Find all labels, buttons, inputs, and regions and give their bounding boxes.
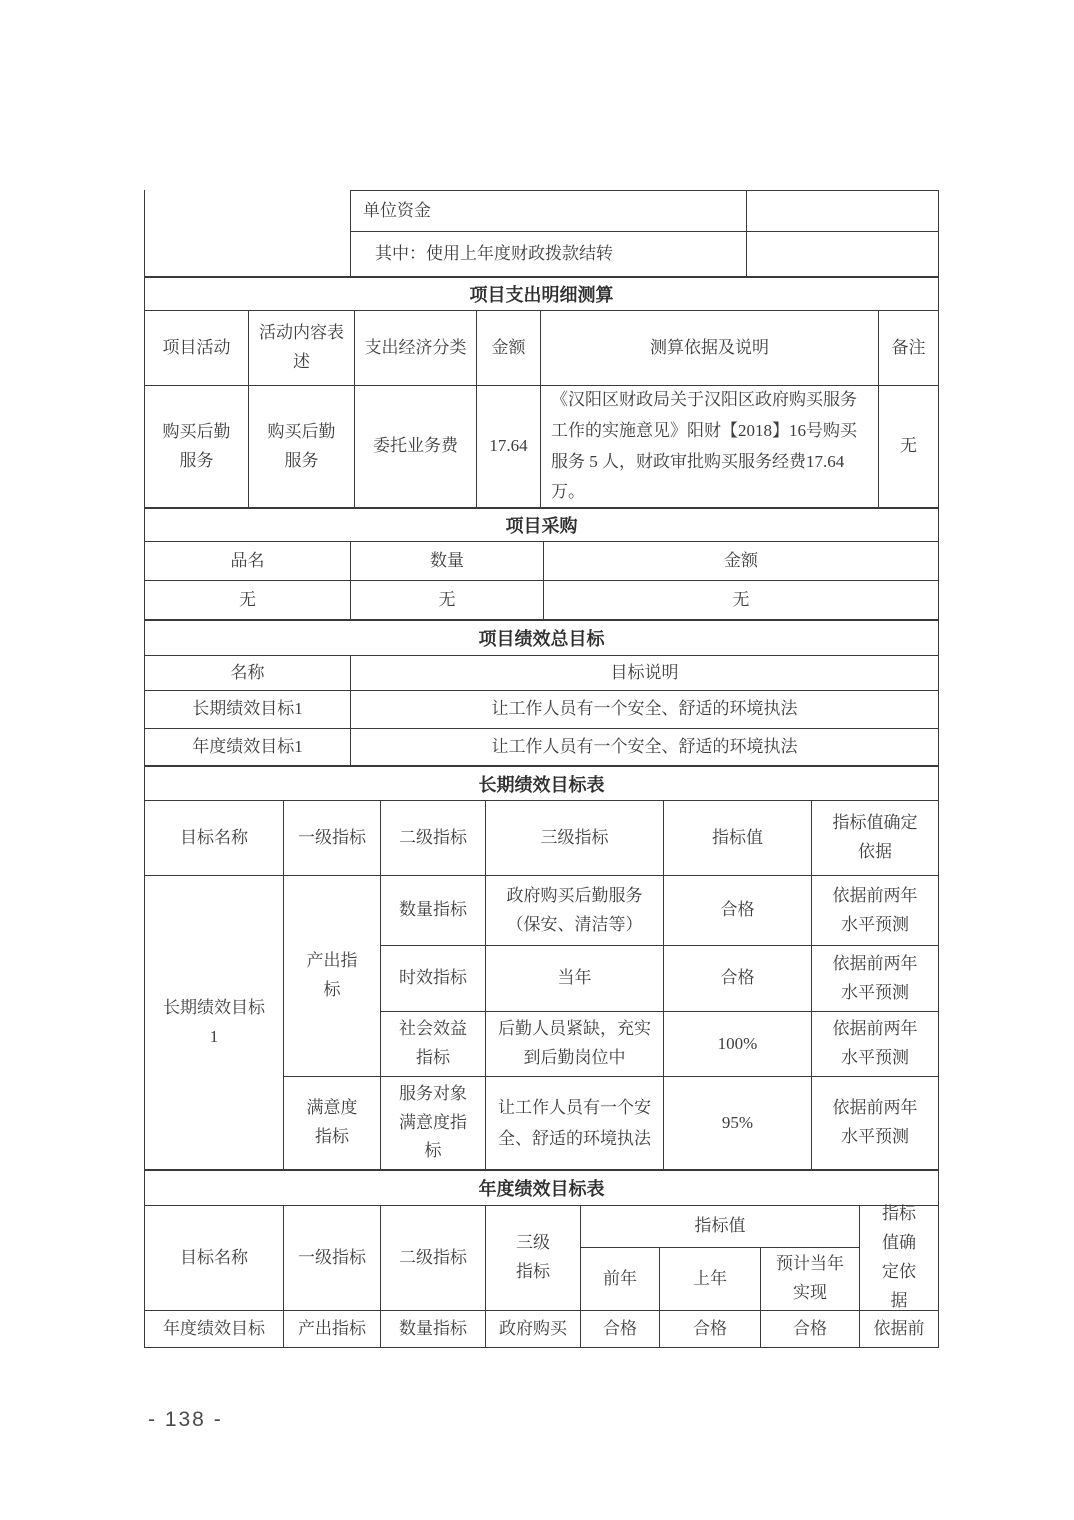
lt-row2-level2: 时效指标 — [381, 946, 486, 1012]
an-col-header-level3: 三级指标 — [486, 1206, 581, 1311]
an-col-header-prev2: 前年 — [581, 1248, 660, 1311]
an-col-header-expected: 预计当年实现 — [761, 1248, 860, 1311]
col-header-activity-description: 活动内容表述 — [249, 311, 355, 386]
annual-goal-name: 年度绩效目标1 — [145, 729, 351, 766]
lt-row1-basis: 依据前两年水平预测 — [812, 876, 939, 946]
section-title-overall-goals: 项目绩效总目标 — [145, 620, 939, 656]
col-header-amount: 金额 — [477, 311, 541, 386]
lt-row4-basis: 依据前两年水平预测 — [812, 1077, 939, 1170]
col-header-economic-category: 支出经济分类 — [355, 311, 477, 386]
an-col-header-prev1: 上年 — [660, 1248, 761, 1311]
lt-col-header-goal-name: 目标名称 — [145, 801, 284, 876]
an-row1-expected: 合格 — [761, 1311, 860, 1348]
lt-row3-level3: 后勤人员紧缺，充实到后勤岗位中 — [486, 1012, 664, 1077]
empty-merged-cell — [145, 190, 351, 277]
an-row1-level3: 政府购买 — [486, 1311, 581, 1348]
lt-row4-value: 95% — [664, 1077, 812, 1170]
expenditure-basis: 《汉阳区财政局关于汉阳区政府购买服务工作的实施意见》阳财【2018】16号购买服务 5 人，财政审批购买服务经费17.64 万。 — [541, 386, 879, 508]
col-header-goal-description: 目标说明 — [351, 656, 939, 691]
an-col-header-value-group: 指标值 — [581, 1206, 860, 1248]
col-header-project-activity: 项目活动 — [145, 311, 249, 386]
col-header-quantity: 数量 — [351, 542, 544, 581]
lt-row2-basis: 依据前两年水平预测 — [812, 946, 939, 1012]
expenditure-category: 委托业务费 — [355, 386, 477, 508]
section-title-longterm-table: 长期绩效目标表 — [145, 766, 939, 801]
lt-goal-name: 长期绩效目标1 — [145, 876, 284, 1170]
lt-row1-level2: 数量指标 — [381, 876, 486, 946]
prior-year-carryover-label: 其中：使用上年度财政拨款结转 — [351, 232, 747, 277]
page-number: - 138 - — [148, 1408, 223, 1431]
expenditure-note: 无 — [879, 386, 939, 508]
annual-goals-table — [145, 1206, 939, 1348]
an-row1-level1: 产出指标 — [284, 1311, 381, 1348]
prior-year-carryover-value — [747, 232, 939, 277]
lt-level1-output: 产出指标 — [284, 876, 381, 1077]
an-col-header-level1: 一级指标 — [284, 1206, 381, 1311]
overall-goals-table — [145, 656, 939, 766]
carryover-funds-section — [145, 190, 939, 277]
an-col-header-basis: 指标值确定依据 — [860, 1206, 939, 1311]
lt-col-header-level2: 二级指标 — [381, 801, 486, 876]
longterm-goal-name: 长期绩效目标1 — [145, 691, 351, 729]
an-row1-basis: 依据前 — [860, 1311, 939, 1348]
lt-row2-level3: 当年 — [486, 946, 664, 1012]
col-header-item-name: 品名 — [145, 542, 351, 581]
expenditure-header-row — [145, 311, 939, 386]
lt-row4-level2: 服务对象满意度指标 — [381, 1077, 486, 1170]
an-row1-goal-name: 年度绩效目标 — [145, 1311, 284, 1348]
lt-row3-basis: 依据前两年水平预测 — [812, 1012, 939, 1077]
unit-funds-value — [747, 190, 939, 232]
expenditure-activity: 购买后勤服务 — [145, 386, 249, 508]
col-header-goal-name: 名称 — [145, 656, 351, 691]
annual-goal-description: 让工作人员有一个安全、舒适的环境执法 — [351, 729, 939, 766]
procurement-table — [145, 542, 939, 620]
procurement-amount: 无 — [544, 581, 939, 620]
procurement-quantity: 无 — [351, 581, 544, 620]
lt-level1-satisfaction: 满意度指标 — [284, 1077, 381, 1170]
an-row1-prev1: 合格 — [660, 1311, 761, 1348]
lt-col-header-level1: 一级指标 — [284, 801, 381, 876]
lt-col-header-basis: 指标值确定依据 — [812, 801, 939, 876]
lt-col-header-value: 指标值 — [664, 801, 812, 876]
col-header-note: 备注 — [879, 311, 939, 386]
procurement-item-name: 无 — [145, 581, 351, 620]
lt-row1-value: 合格 — [664, 876, 812, 946]
an-row1-level2: 数量指标 — [381, 1311, 486, 1348]
an-row1-prev2: 合格 — [581, 1311, 660, 1348]
longterm-goal-description: 让工作人员有一个安全、舒适的环境执法 — [351, 691, 939, 729]
lt-row4-level3: 让工作人员有一个安全、舒适的环境执法 — [486, 1077, 664, 1170]
longterm-goals-table — [145, 801, 939, 1170]
an-col-header-goal-name: 目标名称 — [145, 1206, 284, 1311]
lt-row2-value: 合格 — [664, 946, 812, 1012]
col-header-proc-amount: 金额 — [544, 542, 939, 581]
lt-col-header-level3: 三级指标 — [486, 801, 664, 876]
an-col-header-level2: 二级指标 — [381, 1206, 486, 1311]
section-title-procurement: 项目采购 — [145, 508, 939, 542]
lt-row3-level2: 社会效益指标 — [381, 1012, 486, 1077]
lt-row1-level3: 政府购买后勤服务（保安、清洁等） — [486, 876, 664, 946]
unit-funds-label: 单位资金 — [351, 190, 747, 232]
col-header-calculation-basis: 测算依据及说明 — [541, 311, 879, 386]
section-title-annual-table: 年度绩效目标表 — [145, 1170, 939, 1206]
section-title-expenditure-detail: 项目支出明细测算 — [145, 277, 939, 311]
expenditure-amount: 17.64 — [477, 386, 541, 508]
expenditure-description: 购买后勤服务 — [249, 386, 355, 508]
lt-row3-value: 100% — [664, 1012, 812, 1077]
budget-performance-table — [144, 190, 939, 1348]
expenditure-data-row — [145, 386, 939, 508]
